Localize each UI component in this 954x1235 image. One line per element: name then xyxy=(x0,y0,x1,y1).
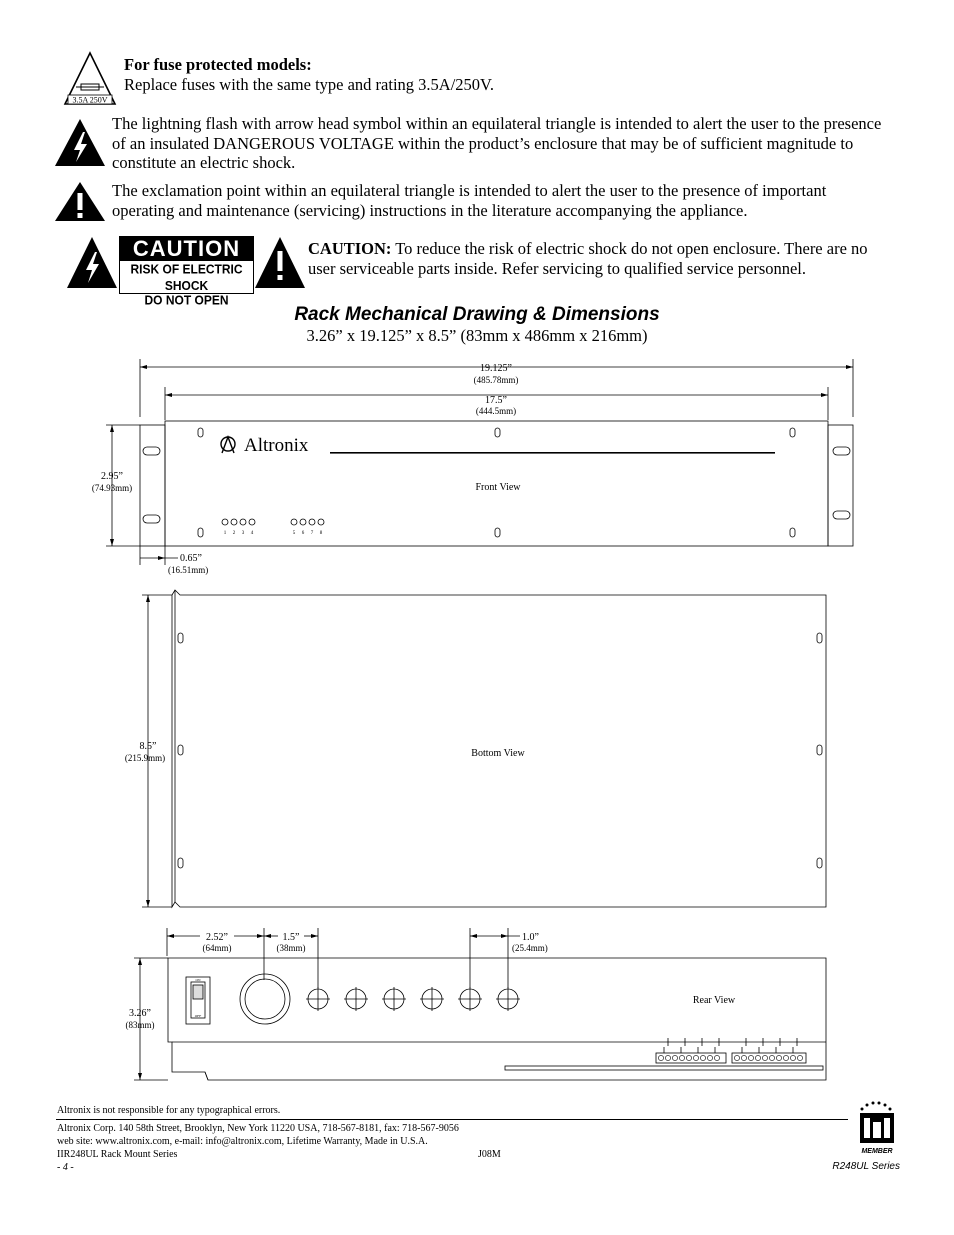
bottom-depth-mm: (215.9mm) xyxy=(124,753,166,763)
exclamation-warning-text: The exclamation point within an equilateral triangle is intended to alert the user to the presence of important operating and maintenance (servicing) instructions in the literature accompanying the appliance. xyxy=(112,181,827,220)
rear-height-mm: (83mm) xyxy=(125,1020,155,1030)
caution-risk-line: RISK OF ELECTRIC SHOCK xyxy=(130,261,243,294)
lightning-warning-text: The lightning flash with arrow head symbol within an equilateral triangle is intended to alert the user to the presence of an insulated DANGEROUS VOLTAGE within the product’s enclosure that may be of sufficient magnitude to constitute an electric shock. xyxy=(112,114,882,172)
front-height-mm: (74.93mm) xyxy=(91,483,133,493)
caution-lightning-icon xyxy=(66,236,118,290)
led-label: 3 xyxy=(241,531,245,536)
front-view-drawing xyxy=(0,355,954,585)
footer-model: IIR248UL Rack Mount Series xyxy=(57,1149,178,1160)
switch-on-label: ON xyxy=(195,978,201,982)
rear-dim3-in: 1.0” xyxy=(522,932,539,943)
footer-divider xyxy=(56,1119,848,1120)
bottom-depth-in: 8.5” xyxy=(139,741,157,752)
footer-disclaimer: Altronix is not responsible for any typographical errors. xyxy=(57,1105,281,1116)
section-subtitle: 3.26” x 19.125” x 8.5” (83mm x 486mm x 216mm) xyxy=(306,326,648,345)
front-inner-width-mm: (444.5mm) xyxy=(475,406,517,416)
footer-code: J08M xyxy=(478,1149,501,1160)
bottom-view-drawing xyxy=(0,585,954,915)
footer-web: web site: www.altronix.com, e-mail: info@altronix.com, Lifetime Warranty, Made in U.S.A. xyxy=(57,1136,428,1147)
footer-series: R248UL Series xyxy=(832,1161,900,1172)
rear-dim2-mm: (38mm) xyxy=(276,943,306,953)
bottom-view-label: Bottom View xyxy=(471,748,525,759)
caution-text: To reduce the risk of electric shock do not open enclosure. There are no user serviceable parts inside. Refer servicing to qualified service personnel. xyxy=(308,239,868,278)
led-label: 1 xyxy=(223,531,227,536)
led-label: 7 xyxy=(310,531,314,536)
member-label: MEMBER xyxy=(861,1148,893,1155)
rear-height-in: 3.26” xyxy=(129,1008,151,1019)
footer-address: Altronix Corp. 140 58th Street, Brooklyn, New York 11220 USA, 718-567-8181, fax: 718-567-9056 xyxy=(57,1123,459,1134)
front-ear-mm: (16.51mm) xyxy=(168,565,209,575)
member-badge-icon xyxy=(853,1100,901,1148)
altronix-logo-icon xyxy=(221,437,235,453)
fuse-text: Replace fuses with the same type and rating 3.5A/250V. xyxy=(124,75,494,94)
led-label: 2 xyxy=(232,531,236,536)
fuse-warning-icon xyxy=(62,50,118,108)
caution-heading: CAUTION: xyxy=(308,239,392,258)
led-label: 4 xyxy=(250,531,254,536)
led-label: 5 xyxy=(292,531,296,536)
front-ear-in: 0.65” xyxy=(180,553,202,564)
caution-label: CAUTION xyxy=(120,237,253,261)
rear-dim2-in: 1.5” xyxy=(282,932,300,943)
caution-label-box xyxy=(119,236,254,308)
front-width-mm: (485.78mm) xyxy=(473,375,519,385)
rear-dim1-in: 2.52” xyxy=(206,932,228,943)
front-inner-width-in: 17.5” xyxy=(485,395,507,406)
caution-do-not-open-line: DO NOT OPEN xyxy=(144,292,229,308)
footer-page-number: - 4 - xyxy=(57,1162,74,1173)
front-view-label: Front View xyxy=(475,482,521,493)
led-label: 8 xyxy=(319,531,323,536)
exclamation-warning-icon xyxy=(54,181,106,223)
rear-view-label: Rear View xyxy=(692,995,736,1006)
caution-exclamation-icon xyxy=(254,236,306,290)
rear-dim3-mm: (25.4mm) xyxy=(512,943,548,953)
section-title: Rack Mechanical Drawing & Dimensions xyxy=(294,304,660,325)
lightning-warning-icon xyxy=(54,118,106,168)
rear-view-drawing xyxy=(0,920,954,1090)
switch-off-label: OFF xyxy=(194,1014,202,1018)
rear-dim1-mm: (64mm) xyxy=(202,943,232,953)
front-width-in: 19.125” xyxy=(480,363,512,374)
fuse-icon-label: 3.5A 250V xyxy=(72,95,108,105)
front-brand-name: Altronix xyxy=(244,435,309,456)
front-height-in: 2.95” xyxy=(101,471,123,482)
fuse-heading: For fuse protected models: xyxy=(124,55,312,74)
led-label: 6 xyxy=(301,531,305,536)
